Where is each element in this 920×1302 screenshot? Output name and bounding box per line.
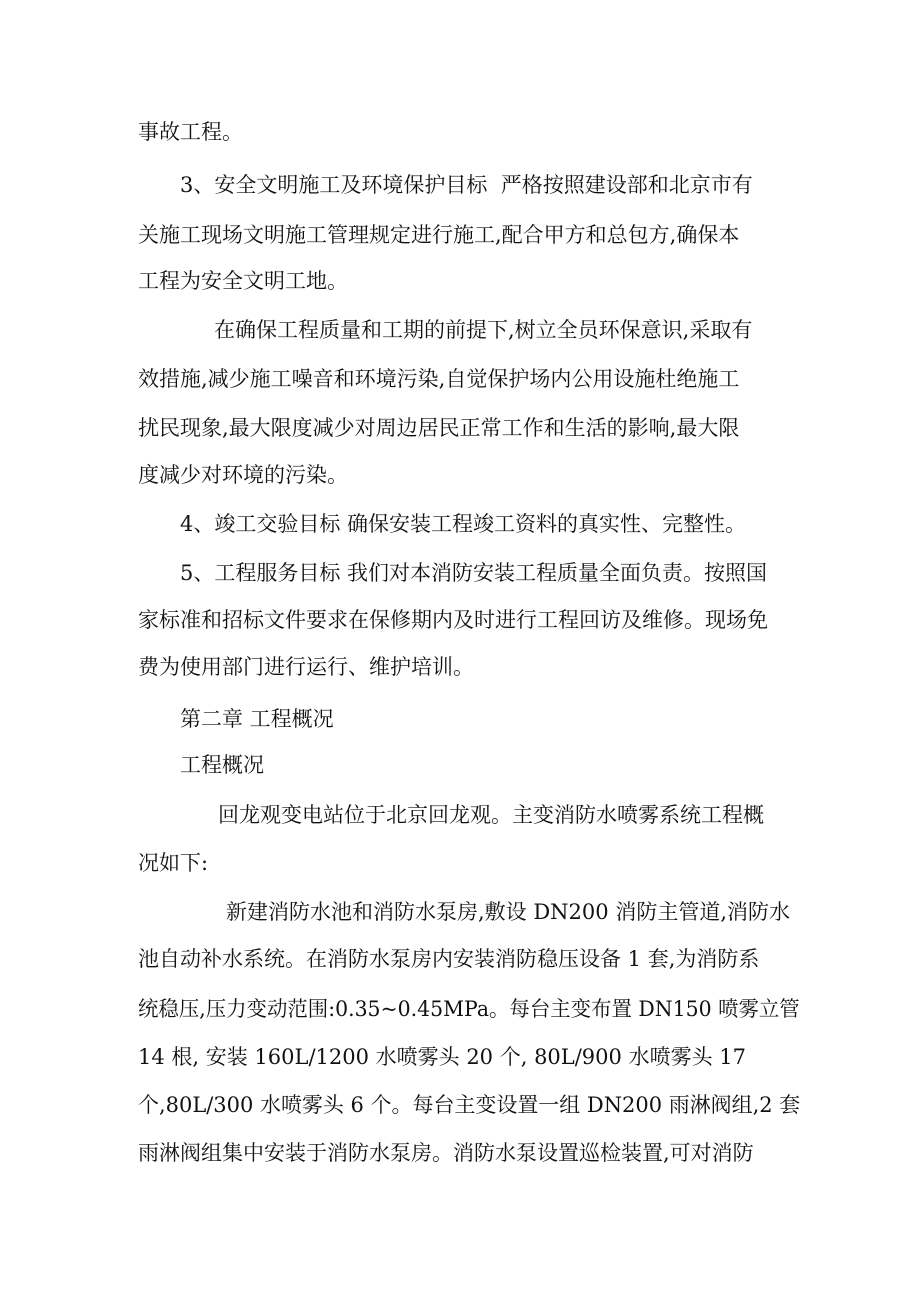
text-line: 3、安全文明施工及环境保护目标 严格按照建设部和北京市有 [180, 173, 753, 197]
text-line: 统稳压,压力变动范围:0.35~0.45MPa。每台主变布置 DN150 喷雾立管 [138, 997, 800, 1021]
text-line: 新建消防水池和消防水泵房,敷设 DN200 消防主管道,消防水 [226, 900, 790, 924]
text-line: 池自动补水系统。在消防水泵房内安装消防稳压设备 1 套,为消防系 [138, 947, 760, 971]
text-line: 雨淋阀组集中安装于消防水泵房。消防水泵设置巡检装置,可对消防 [138, 1141, 754, 1165]
text-line: 5、工程服务目标 我们对本消防安装工程质量全面负责。按照国 [180, 561, 768, 585]
text-line: 回龙观变电站位于北京回龙观。主变消防水喷雾系统工程概 [218, 803, 764, 827]
text-line: 度减少对环境的污染。 [138, 463, 348, 487]
text-line: 况如下: [138, 851, 209, 875]
text-line: 工程为安全文明工地。 [138, 269, 348, 293]
text-line: 费为使用部门进行运行、维护培训。 [138, 655, 474, 679]
section-heading: 工程概况 [180, 753, 264, 777]
text-line: 个,80L/300 水喷雾头 6 个。每台主变设置一组 DN200 雨淋阀组,2 套 [138, 1093, 801, 1117]
text-line: 在确保工程质量和工期的前提下,树立全员环保意识,采取有 [214, 318, 753, 342]
text-line: 事故工程。 [138, 120, 243, 144]
text-line: 扰民现象,最大限度减少对周边居民正常工作和生活的影响,最大限 [138, 416, 740, 440]
chapter-heading: 第二章 工程概况 [180, 707, 334, 731]
text-line: 家标准和招标文件要求在保修期内及时进行工程回访及维修。现场免 [138, 608, 768, 632]
text-line: 关施工现场文明施工管理规定进行施工,配合甲方和总包方,确保本 [138, 223, 740, 247]
text-line: 14 根, 安装 160L/1200 水喷雾头 20 个, 80L/900 水喷雾头 17 [138, 1045, 746, 1069]
text-line: 4、竣工交验目标 确保安装工程竣工资料的真实性、完整性。 [180, 512, 747, 536]
text-line: 效措施,减少施工噪音和环境污染,自觉保护场内公用设施杜绝施工 [138, 367, 740, 391]
